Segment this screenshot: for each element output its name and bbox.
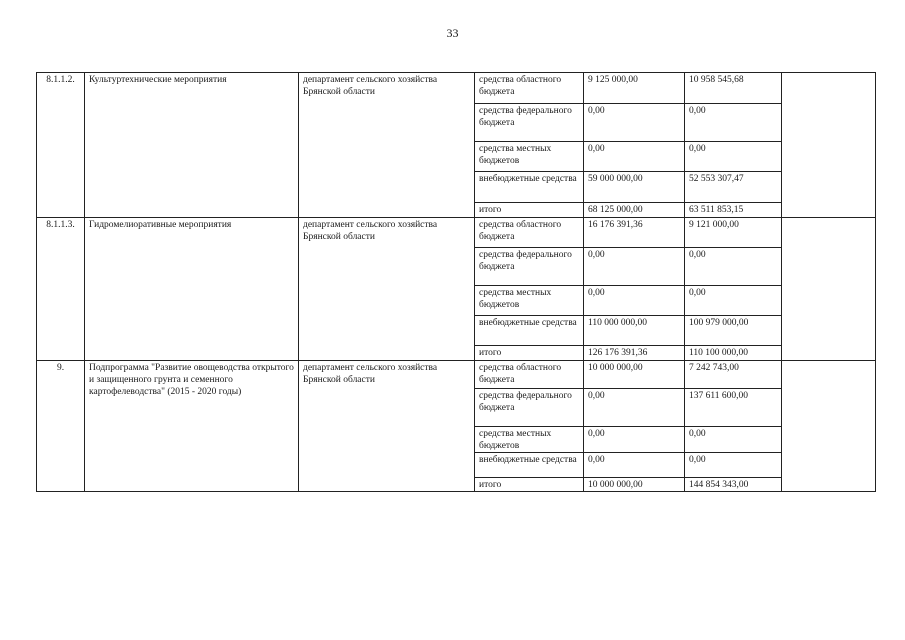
value-plan: 126 176 391,36 (584, 346, 685, 361)
source-label: итого (475, 478, 584, 492)
value-fact: 52 553 307,47 (685, 172, 782, 203)
empty-cell (782, 73, 876, 218)
row-number: 8.1.1.2. (37, 73, 85, 218)
value-plan: 10 000 000,00 (584, 361, 685, 389)
value-plan: 0,00 (584, 286, 685, 316)
value-fact: 9 121 000,00 (685, 218, 782, 248)
value-fact: 7 242 743,00 (685, 361, 782, 389)
source-label: итого (475, 203, 584, 218)
value-fact: 144 854 343,00 (685, 478, 782, 492)
value-plan: 10 000 000,00 (584, 478, 685, 492)
event-name: Культуртехнические мероприятия (85, 73, 299, 218)
table-row (37, 361, 876, 389)
source-label: средства местных бюджетов (475, 286, 584, 316)
value-fact: 100 979 000,00 (685, 316, 782, 346)
empty-cell (782, 218, 876, 361)
source-label: средства областного бюджета (475, 73, 584, 104)
source-label: средства федерального бюджета (475, 389, 584, 427)
value-plan: 16 176 391,36 (584, 218, 685, 248)
executor: департамент сельского хозяйства Брянской области (299, 361, 475, 492)
budget-table (36, 72, 876, 492)
value-plan: 0,00 (584, 248, 685, 286)
source-label: средства федерального бюджета (475, 104, 584, 142)
value-fact: 0,00 (685, 142, 782, 172)
value-fact: 137 611 600,00 (685, 389, 782, 427)
value-fact: 0,00 (685, 104, 782, 142)
value-plan: 9 125 000,00 (584, 73, 685, 104)
source-label: средства областного бюджета (475, 218, 584, 248)
event-name: Гидромелиоративные мероприятия (85, 218, 299, 361)
value-plan: 0,00 (584, 142, 685, 172)
value-fact: 0,00 (685, 286, 782, 316)
value-plan: 59 000 000,00 (584, 172, 685, 203)
value-fact: 63 511 853,15 (685, 203, 782, 218)
row-number: 8.1.1.3. (37, 218, 85, 361)
value-plan: 0,00 (584, 389, 685, 427)
value-plan: 0,00 (584, 427, 685, 453)
value-plan: 110 000 000,00 (584, 316, 685, 346)
source-label: средства местных бюджетов (475, 142, 584, 172)
source-label: итого (475, 346, 584, 361)
value-fact: 0,00 (685, 248, 782, 286)
source-label: средства местных бюджетов (475, 427, 584, 453)
source-label: средства областного бюджета (475, 361, 584, 389)
source-label: внебюджетные средства (475, 453, 584, 478)
source-label: внебюджетные средства (475, 316, 584, 346)
page-number: 33 (446, 26, 459, 40)
row-number: 9. (37, 361, 85, 492)
value-plan: 0,00 (584, 104, 685, 142)
empty-cell (782, 361, 876, 492)
value-fact: 10 958 545,68 (685, 73, 782, 104)
value-fact: 0,00 (685, 427, 782, 453)
value-fact: 0,00 (685, 453, 782, 478)
table-row (37, 73, 876, 104)
value-plan: 0,00 (584, 453, 685, 478)
value-plan: 68 125 000,00 (584, 203, 685, 218)
source-label: внебюджетные средства (475, 172, 584, 203)
event-name: Подпрограмма "Развитие овощеводства открытого и защищенного грунта и семенного картофелеводства" (2015 - 2020 годы) (85, 361, 299, 492)
table-row (37, 218, 876, 248)
executor: департамент сельского хозяйства Брянской области (299, 218, 475, 361)
value-fact: 110 100 000,00 (685, 346, 782, 361)
executor: департамент сельского хозяйства Брянской области (299, 73, 475, 218)
source-label: средства федерального бюджета (475, 248, 584, 286)
